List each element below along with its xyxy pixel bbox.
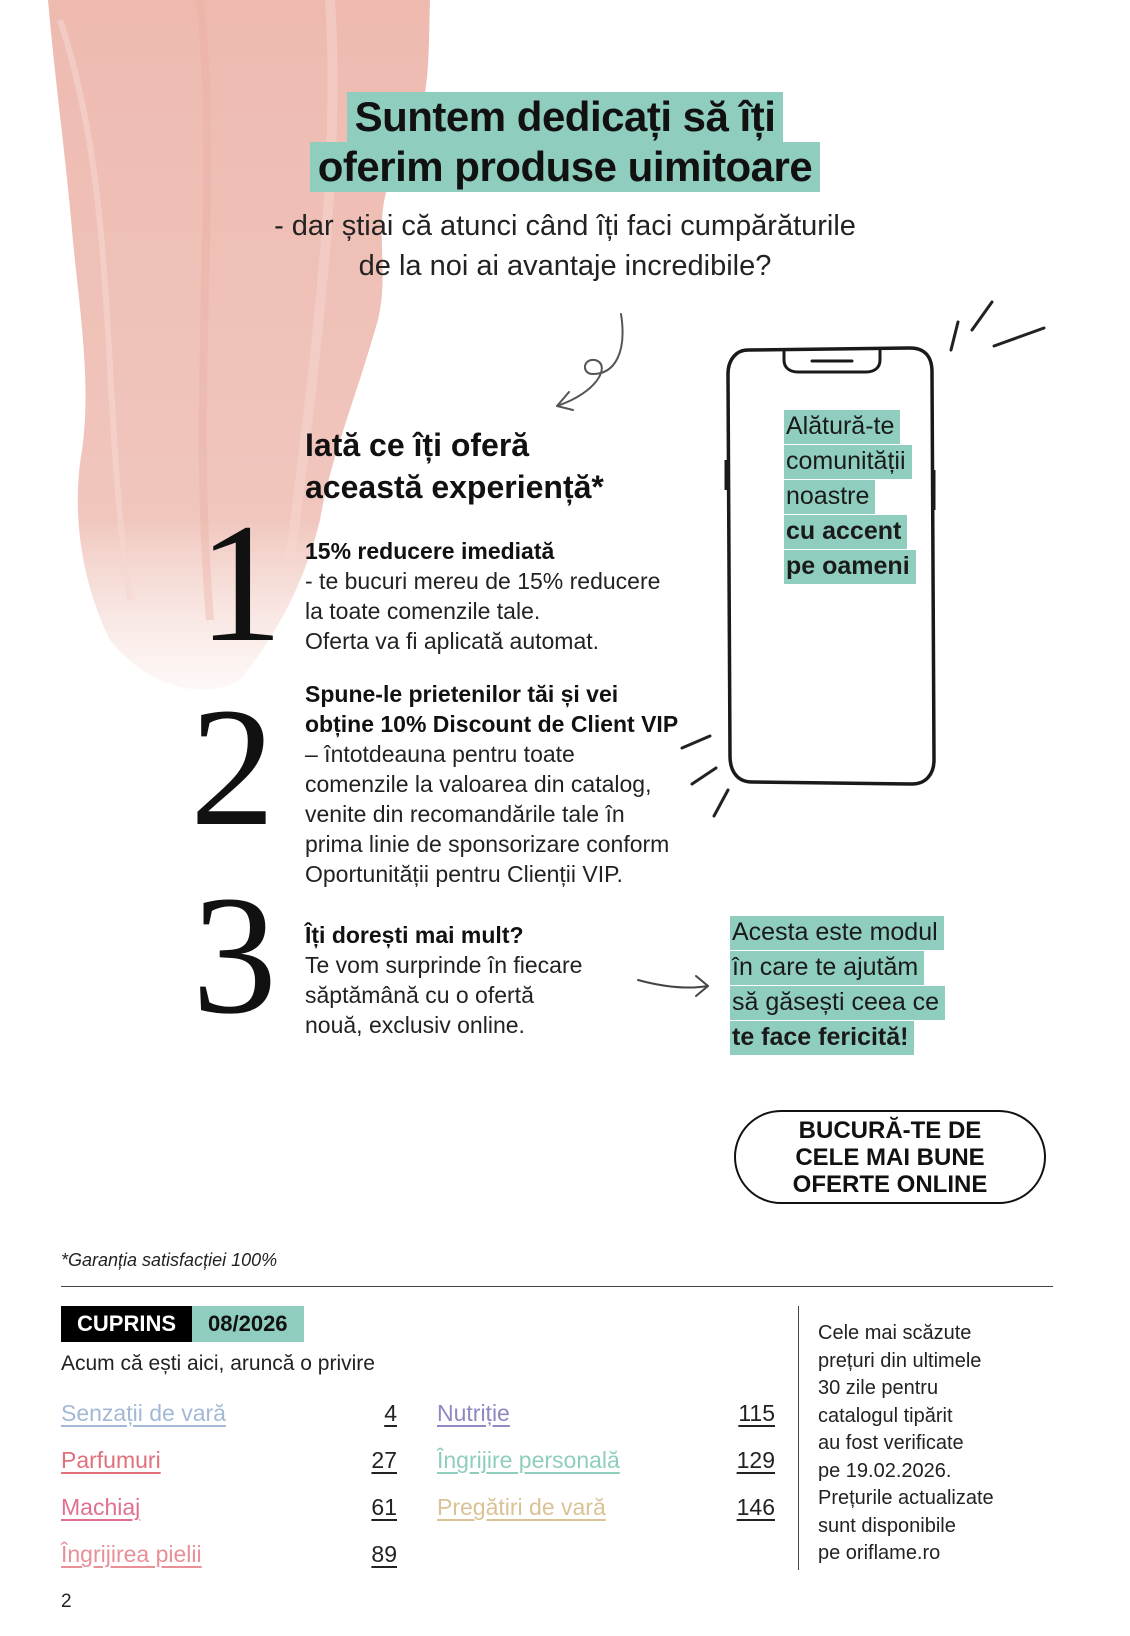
toc-item-parfumuri[interactable]: Parfumuri bbox=[61, 1447, 161, 1473]
toc-item-machiaj[interactable]: Machiaj bbox=[61, 1494, 141, 1520]
toc-page-ingrijire-personala[interactable]: 129 bbox=[736, 1447, 775, 1473]
benefit-3: Îți dorești mai mult? Te vom surprinde în fiecare săptămână cu o ofertă nouă, exclusiv online. bbox=[305, 920, 715, 1040]
toc-label: CUPRINS bbox=[61, 1306, 192, 1342]
online-offers-button[interactable]: BUCURĂ-TE DE CELE MAI BUNE OFERTE ONLINE bbox=[734, 1110, 1046, 1204]
toc-page-senzatii-de-vara[interactable]: 4 bbox=[384, 1400, 397, 1426]
toc-page-pregatiri-de-vara[interactable]: 146 bbox=[736, 1494, 775, 1520]
benefit-number-3: 3 bbox=[192, 861, 277, 1049]
benefit-number-2: 2 bbox=[190, 673, 275, 861]
page-number: 2 bbox=[61, 1591, 72, 1612]
curly-arrow-icon bbox=[535, 312, 635, 422]
tagline: Acesta este modul în care te ajutăm să găsești ceea ce te face fericită! bbox=[730, 916, 1010, 1056]
benefit-2-title-1: Spune-le prietenilor tăi și vei bbox=[305, 681, 619, 707]
subtitle bbox=[0, 206, 1130, 286]
benefit-number-1: 1 bbox=[198, 489, 283, 677]
heading-line-1: Suntem dedicați să îți bbox=[347, 92, 784, 142]
toc-badge bbox=[61, 1306, 304, 1342]
divider bbox=[61, 1286, 1053, 1287]
experience-title: Iată ce îți oferă această experiență* bbox=[305, 427, 604, 505]
toc-item-ingrijire-personala[interactable]: Îngrijire personală bbox=[437, 1447, 620, 1473]
toc-item-senzatii-de-vara[interactable]: Senzații de vară bbox=[61, 1400, 226, 1426]
benefit-2: Spune-le prietenilor tăi și vei obține 10% Discount de Client VIP – întotdeauna pentru toate comenzile la valoarea din catalog, venite din recomandările tale în prima linie de sponsorizare conform Oportunității pentru Clienții VIP. bbox=[305, 679, 715, 889]
toc-intro: Acum că ești aici, aruncă o privire bbox=[61, 1352, 375, 1375]
toc-item-pregatiri-de-vara[interactable]: Pregătiri de vară bbox=[437, 1494, 606, 1520]
toc-page-ingrijirea-pielii[interactable]: 89 bbox=[371, 1541, 397, 1567]
phone-screen-text: Alătură-te comunității noastre cu accent pe oameni bbox=[784, 410, 984, 585]
price-note: Cele mai scăzute prețuri din ultimele 30 zile pentru catalogul tipărit au fost verificate pe 19.02.2026. Prețurile actualizate sunt disponibile pe oriflame.ro bbox=[818, 1322, 994, 1564]
benefit-2-title-2: obține 10% Discount de Client VIP bbox=[305, 711, 679, 737]
subtitle-line-1: - dar știai că atunci când îți faci cumpărăturile bbox=[274, 210, 856, 242]
toc-item-nutritie[interactable]: Nutriție bbox=[437, 1400, 510, 1426]
benefit-1: 15% reducere imediată - te bucuri mereu de 15% reducere la toate comenzile tale. Oferta va fi aplicată automat. bbox=[305, 536, 715, 656]
toc-page-machiaj[interactable]: 61 bbox=[371, 1494, 397, 1520]
benefit-1-title: 15% reducere imediată bbox=[305, 538, 555, 564]
toc-item-ingrijirea-pielii[interactable]: Îngrijirea pielii bbox=[61, 1541, 202, 1567]
benefit-3-title: Îți dorești mai mult? bbox=[305, 922, 524, 948]
toc-issue: 08/2026 bbox=[192, 1306, 304, 1342]
page-heading bbox=[0, 92, 1130, 192]
subtitle-line-2: de la noi ai avantaje incredibile? bbox=[358, 250, 772, 282]
footnote: *Garanția satisfacției 100% bbox=[61, 1250, 278, 1270]
arrow-right-icon bbox=[636, 968, 716, 1002]
toc-page-nutritie[interactable]: 115 bbox=[738, 1400, 775, 1426]
heading-line-2: oferim produse uimitoare bbox=[310, 142, 820, 192]
toc-page-parfumuri[interactable]: 27 bbox=[371, 1447, 397, 1473]
column-divider bbox=[798, 1306, 799, 1570]
